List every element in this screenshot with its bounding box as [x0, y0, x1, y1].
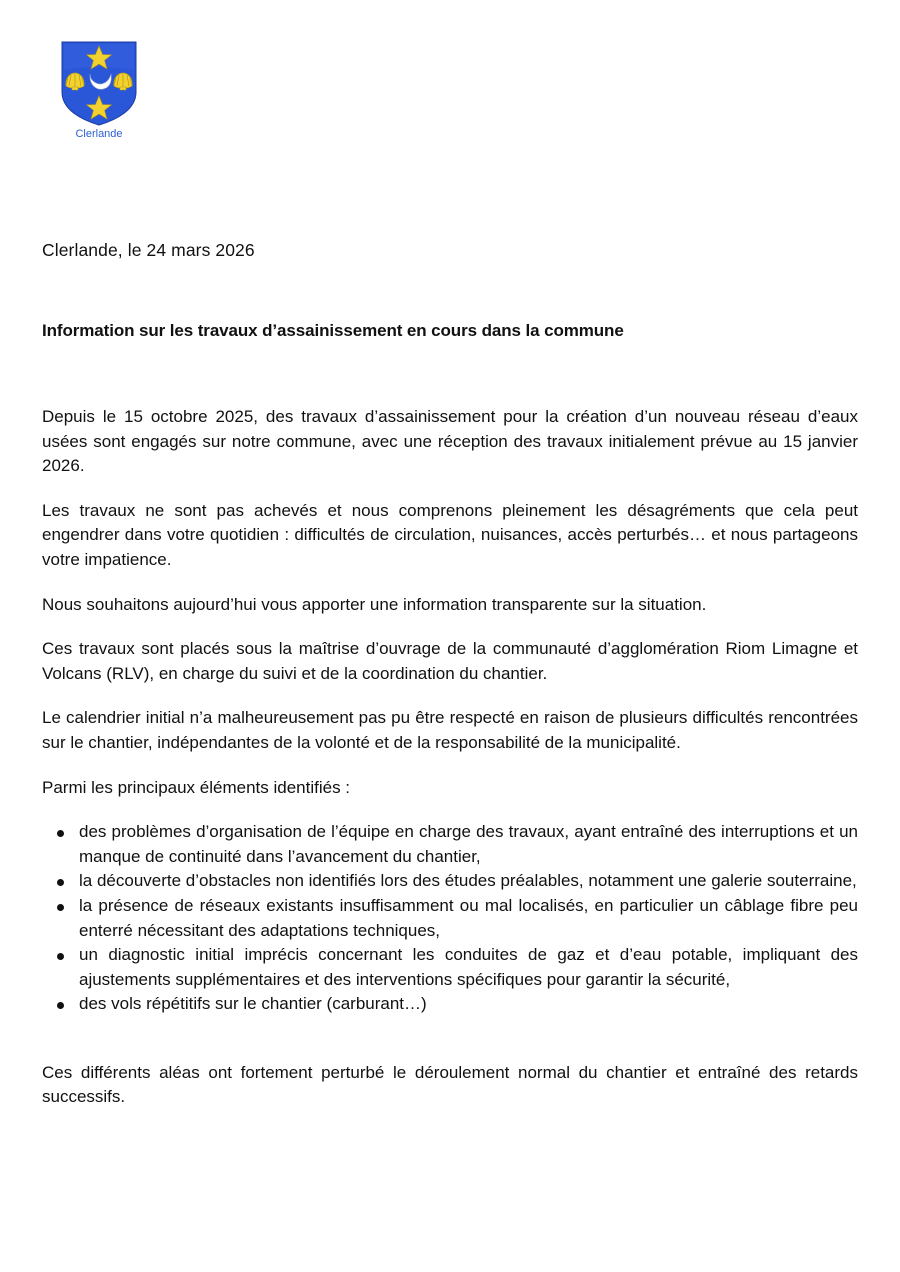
paragraph-transparency: Nous souhaitons aujourd’hui vous apporter une information transparente sur la situation.	[42, 594, 707, 614]
list-item: des vols répétitifs sur le chantier (carburant…)	[42, 992, 858, 1017]
paragraph-apology: Les travaux ne sont pas achevés et nous comprenons pleinement les désagréments que cela peut engendrer dans votre quotidien : difficultés de circulation, nuisances, accès perturbés… et nous partageons votre impatience.	[42, 500, 858, 569]
list-item: la découverte d’obstacles non identifiés lors des études préalables, notamment une galerie souterraine,	[42, 869, 858, 894]
paragraph-context: Depuis le 15 octobre 2025, des travaux d’assainissement pour la création d’un nouveau réseau d’eaux usées sont engagés sur notre commune, avec une réception des travaux initialement prévue au 15 janvier 2026.	[42, 407, 858, 476]
paragraph-project-owner: Ces travaux sont placés sous la maîtrise d’ouvrage de la communauté d’agglomération Riom Limagne et Volcans (RLV), en charge du suivi et de la coordination du chantier.	[42, 639, 858, 683]
scallop-shell-left-icon	[66, 73, 84, 90]
letter-subject: Information sur les travaux d’assainissement en cours dans la commune	[42, 321, 624, 340]
municipality-logo	[58, 40, 140, 146]
coat-of-arms-icon	[60, 40, 138, 126]
causes-list	[42, 820, 858, 1017]
place-and-date: Clerlande, le 24 mars 2026	[42, 240, 255, 260]
list-item: un diagnostic initial imprécis concernant les conduites de gaz et d’eau potable, impliquant des ajustements supplémentaires et des interventions spécifiques pour garantir la sécurité,	[42, 943, 858, 992]
list-item: des problèmes d’organisation de l’équipe en charge des travaux, ayant entraîné des interruptions et un manque de continuité dans l’avancement du chantier,	[42, 820, 858, 869]
logo-caption: Clerlande	[75, 128, 123, 140]
scallop-shell-right-icon	[114, 73, 132, 90]
paragraph-schedule: Le calendrier initial n’a malheureusement pas pu être respecté en raison de plusieurs difficultés rencontrées sur le chantier, indépendantes de la volonté et de la responsabilité de la municipalité.	[42, 708, 858, 752]
letter-body	[42, 405, 858, 1130]
list-item: la présence de réseaux existants insuffisamment ou mal localisés, en particulier un câblage fibre peu enterré nécessitant des adaptations techniques,	[42, 894, 858, 943]
paragraph-conclusion: Ces différents aléas ont fortement perturbé le déroulement normal du chantier et entraîné des retards successifs.	[42, 1062, 858, 1107]
paragraph-causes-intro: Parmi les principaux éléments identifiés :	[42, 777, 351, 797]
